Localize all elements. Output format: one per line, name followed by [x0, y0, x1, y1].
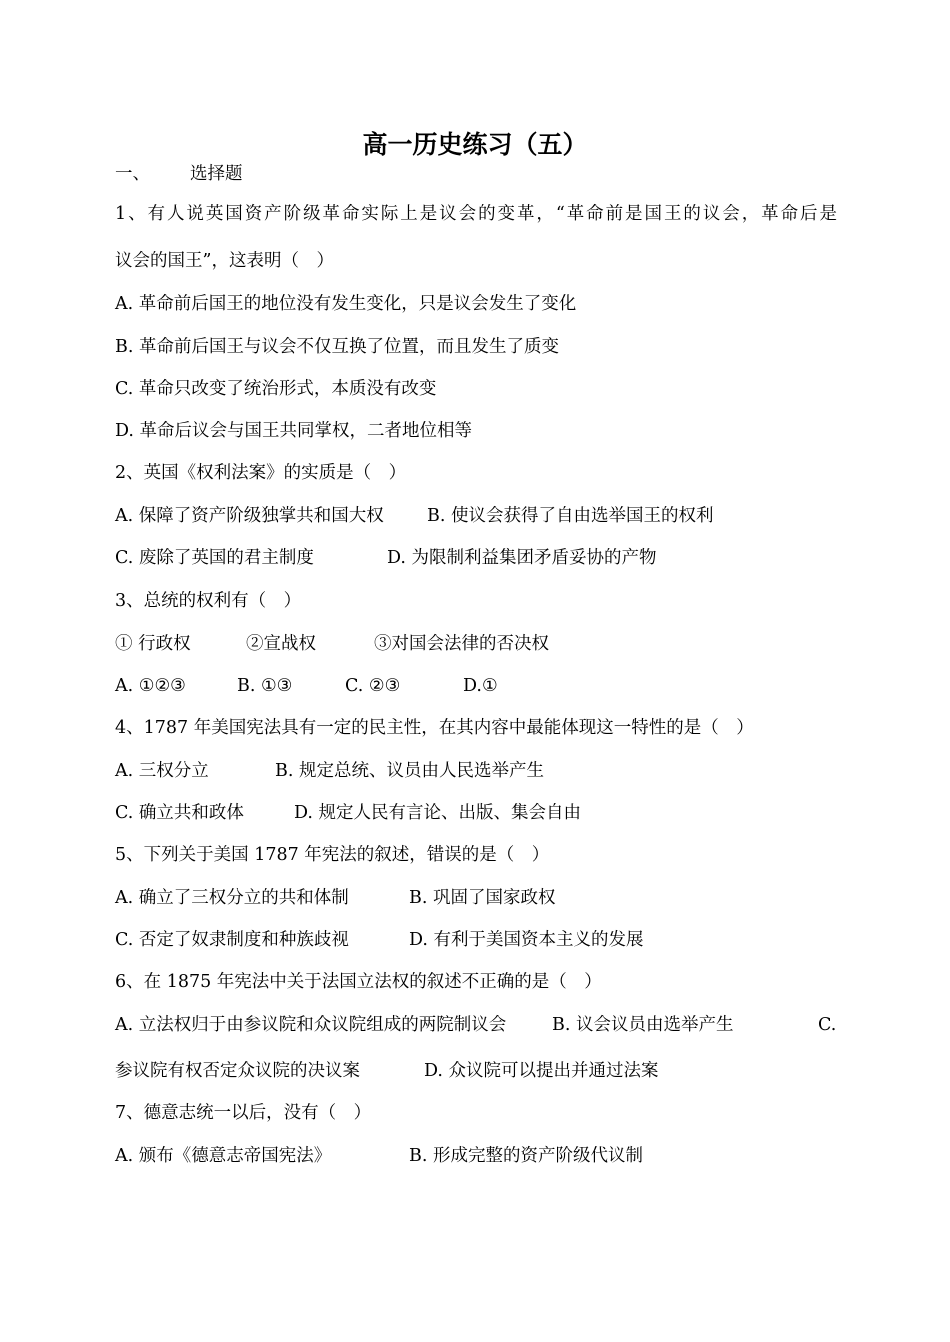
q3-item-3: ③对国会法律的否决权	[374, 634, 549, 654]
q1-option-a: A. 革命前后国王的地位没有发生变化，只是议会发生了变化	[115, 294, 577, 314]
page-title: 高一历史练习（五）	[362, 130, 588, 159]
q3-option-c: C. ②③	[345, 676, 401, 696]
section-number: 一、	[115, 164, 150, 184]
section-label: 选择题	[190, 164, 243, 184]
q4-option-c: C. 确立共和政体	[115, 803, 244, 823]
q6-option-d: D. 众议院可以提出并通过法案	[424, 1061, 659, 1081]
q2-option-a: A. 保障了资产阶级独掌共和国大权	[115, 506, 384, 526]
q1-option-d: D. 革命后议会与国王共同掌权，二者地位相等	[115, 421, 473, 441]
q3-option-d: D.①	[463, 676, 498, 696]
q3-option-a: A. ①②③	[115, 676, 186, 696]
q5-option-a: A. 确立了三权分立的共和体制	[115, 888, 349, 908]
q6-option-b: B. 议会议员由选举产生	[552, 1015, 734, 1035]
q2-option-b: B. 使议会获得了自由选举国王的权利	[427, 506, 714, 526]
q5-stem: 5、下列关于美国 1787 年宪法的叙述，错误的是（ ）	[115, 845, 550, 865]
q1-option-b: B. 革命前后国王与议会不仅互换了位置，而且发生了质变	[115, 337, 559, 357]
q2-option-d: D. 为限制利益集团矛盾妥协的产物	[387, 548, 657, 568]
q5-option-d: D. 有利于美国资本主义的发展	[409, 930, 644, 950]
q1-option-c: C. 革命只改变了统治形式，本质没有改变	[115, 379, 437, 399]
q7-stem: 7、德意志统一以后，没有（ ）	[115, 1103, 372, 1123]
q2-stem: 2、英国《权利法案》的实质是（ ）	[115, 463, 407, 483]
q5-option-c: C. 否定了奴隶制度和种族歧视	[115, 930, 349, 950]
q7-option-a: A. 颁布《德意志帝国宪法》	[115, 1146, 332, 1166]
q6-option-c-rest: 参议院有权否定众议院的决议案	[115, 1061, 360, 1081]
q4-option-b: B. 规定总统、议员由人民选举产生	[275, 761, 544, 781]
q6-option-a: A. 立法权归于由参议院和众议院组成的两院制议会	[115, 1015, 507, 1035]
q4-option-d: D. 规定人民有言论、出版、集会自由	[294, 803, 582, 823]
q4-option-a: A. 三权分立	[115, 761, 209, 781]
q3-item-1: ① 行政权	[115, 634, 191, 654]
q3-item-2: ②宣战权	[246, 634, 316, 654]
q2-option-c: C. 废除了英国的君主制度	[115, 548, 314, 568]
q6-option-c-prefix: C.	[818, 1015, 837, 1035]
q6-stem: 6、在 1875 年宪法中关于法国立法权的叙述不正确的是（ ）	[115, 972, 602, 992]
q1-stem-line2: 议会的国王”，这表明（ ）	[115, 251, 334, 271]
q3-option-b: B. ①③	[237, 676, 293, 696]
q4-stem: 4、1787 年美国宪法具有一定的民主性，在其内容中最能体现这一特性的是（ ）	[115, 718, 754, 738]
q5-option-b: B. 巩固了国家政权	[409, 888, 556, 908]
q3-stem: 3、总统的权利有（ ）	[115, 591, 302, 611]
q7-option-b: B. 形成完整的资产阶级代议制	[409, 1146, 643, 1166]
q1-stem-line1: 1、有人说英国资产阶级革命实际上是议会的变革，“革命前是国王的议会，革命后是	[115, 204, 837, 224]
